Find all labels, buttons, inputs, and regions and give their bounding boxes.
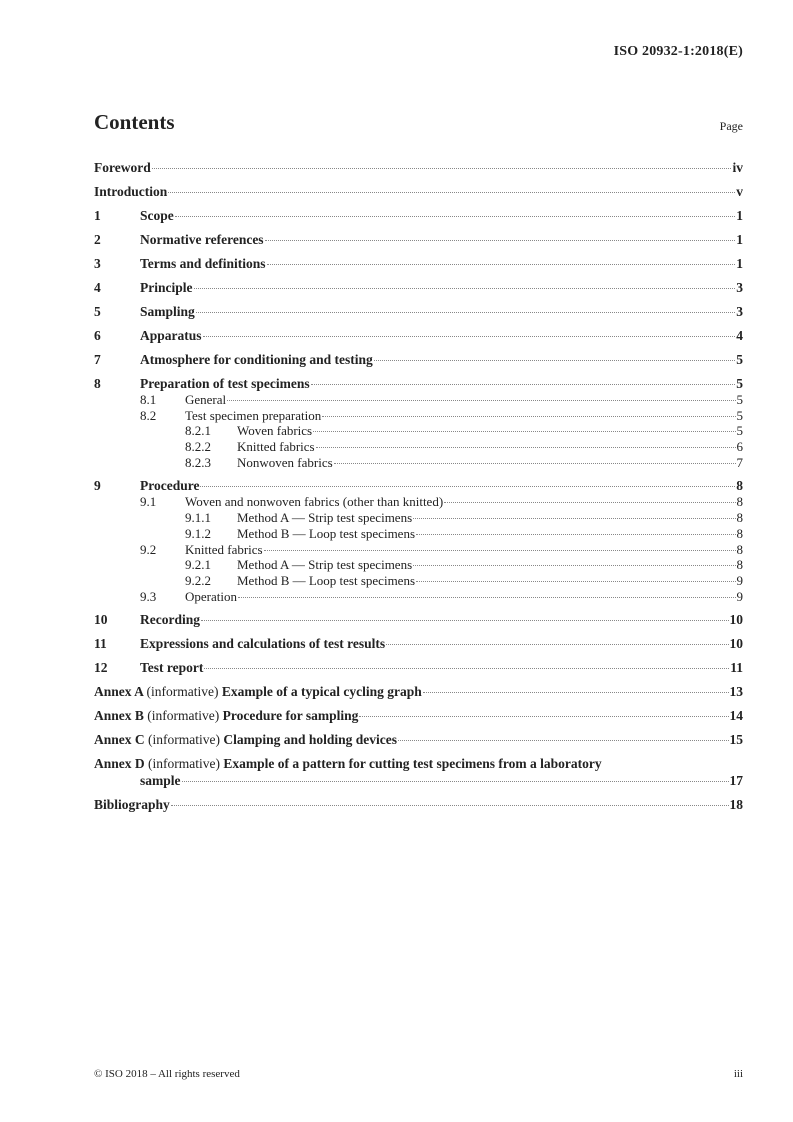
page-ref: 9 xyxy=(736,572,743,588)
section-title[interactable]: Nonwoven fabrics xyxy=(237,454,333,470)
annex-title-group[interactable] xyxy=(94,707,358,724)
annex-title: Procedure for sampling xyxy=(222,708,359,724)
dot-leader xyxy=(196,312,735,313)
toc-entry[interactable] xyxy=(94,392,743,408)
section-number: 6 xyxy=(94,328,101,343)
toc-entry[interactable] xyxy=(94,327,743,344)
section-title[interactable]: Sampling xyxy=(140,304,195,319)
page-ref: 6 xyxy=(736,439,743,455)
dot-leader xyxy=(203,336,736,337)
dot-leader xyxy=(413,565,735,566)
section-title[interactable]: Foreword xyxy=(94,160,151,175)
section-number: 8.1 xyxy=(140,392,157,407)
section-title[interactable]: Expressions and calculations of test results xyxy=(140,636,386,652)
page-ref: 17 xyxy=(729,773,743,789)
section-title[interactable]: Preparation of test specimens xyxy=(140,376,310,391)
toc-entry[interactable] xyxy=(94,423,743,439)
dot-leader xyxy=(267,264,736,265)
page-ref: 9 xyxy=(736,588,743,604)
page-column-label: Page xyxy=(719,119,743,133)
section-number: 8.2.2 xyxy=(185,439,211,455)
toc-entry[interactable] xyxy=(94,207,743,224)
section-title[interactable]: Method B — Loop test specimens xyxy=(237,525,416,541)
page-ref: v xyxy=(736,184,743,199)
section-number: 10 xyxy=(94,612,108,628)
page-ref: 3 xyxy=(736,280,743,295)
annex-title-group[interactable] xyxy=(94,731,397,748)
section-title[interactable]: Method A — Strip test specimens xyxy=(237,557,413,573)
toc-entry[interactable] xyxy=(94,557,743,573)
toc-entry[interactable] xyxy=(94,589,743,605)
section-title[interactable]: Operation xyxy=(185,588,237,604)
page-ref: 8 xyxy=(736,557,743,573)
section-title[interactable]: General xyxy=(185,392,227,407)
page-ref: 13 xyxy=(729,684,743,700)
dot-leader xyxy=(444,502,735,503)
annex-title-line1 xyxy=(94,755,743,772)
page-ref: 8 xyxy=(736,525,743,541)
toc-entry[interactable] xyxy=(94,255,743,272)
section-number: 5 xyxy=(94,304,101,319)
page-ref: 1 xyxy=(736,232,743,247)
toc-entry[interactable] xyxy=(94,659,743,676)
toc-entry[interactable] xyxy=(94,526,743,542)
annex-label: Annex D xyxy=(94,756,145,772)
dot-leader xyxy=(227,400,735,401)
page-ref: 8 xyxy=(736,494,743,510)
annex-title: Clamping and holding devices xyxy=(223,732,398,748)
toc-entry[interactable] xyxy=(94,408,743,424)
section-title[interactable]: Knitted fabrics xyxy=(237,439,315,455)
section-title[interactable]: Normative references xyxy=(140,232,264,247)
page-ref: 5 xyxy=(736,352,743,367)
dot-leader xyxy=(204,668,729,669)
annex-label: Annex A xyxy=(94,684,144,700)
toc-entry[interactable] xyxy=(94,279,743,296)
section-title[interactable]: Knitted fabrics xyxy=(185,541,263,557)
toc-annex-entry[interactable] xyxy=(94,755,743,789)
toc-bibliography-entry[interactable] xyxy=(94,796,743,813)
table-of-contents xyxy=(94,152,743,813)
dot-leader xyxy=(322,416,735,417)
annex-type: (informative) xyxy=(148,732,220,748)
page-ref: iv xyxy=(732,160,743,175)
document-id: ISO 20932-1:2018(E) xyxy=(613,44,743,59)
annex-type: (informative) xyxy=(146,684,219,700)
section-title[interactable]: Atmosphere for conditioning and testing xyxy=(140,352,373,367)
page-ref: 8 xyxy=(736,541,743,557)
section-title[interactable]: Woven and nonwoven fabrics (other than knitted) xyxy=(185,494,444,510)
dot-leader xyxy=(168,192,735,193)
dot-leader xyxy=(416,581,735,582)
dot-leader xyxy=(194,288,736,289)
section-number: 1 xyxy=(94,208,101,223)
toc-annex-entry[interactable] xyxy=(94,683,743,700)
toc-entry[interactable] xyxy=(94,351,743,368)
section-title[interactable]: Apparatus xyxy=(140,328,202,343)
annex-label: Annex C xyxy=(94,732,145,748)
toc-entry[interactable] xyxy=(94,573,743,589)
toc-entry[interactable] xyxy=(94,159,743,176)
annex-title-group[interactable] xyxy=(94,683,422,700)
toc-entry[interactable] xyxy=(94,542,743,558)
dot-leader xyxy=(265,240,736,241)
section-number: 9.3 xyxy=(140,588,157,604)
section-number: 8.2 xyxy=(140,407,157,423)
section-number: 9.1.2 xyxy=(185,525,211,541)
page-ref: 10 xyxy=(729,612,743,628)
section-title[interactable]: Scope xyxy=(140,208,174,223)
dot-leader xyxy=(423,692,729,693)
section-number: 9.2.2 xyxy=(185,572,211,588)
section-title[interactable]: Principle xyxy=(140,280,193,295)
section-title[interactable]: Woven fabrics xyxy=(237,423,313,439)
page-title: Contents xyxy=(94,110,175,134)
dot-leader xyxy=(175,216,736,217)
toc-entry[interactable] xyxy=(94,375,743,392)
dot-leader xyxy=(359,716,728,717)
page-ref: 14 xyxy=(729,708,743,724)
section-number: 2 xyxy=(94,232,101,247)
section-title[interactable]: Test report xyxy=(140,660,204,676)
annex-title-line2 xyxy=(94,772,743,789)
dot-leader xyxy=(334,463,736,464)
annex-title: Example of a typical cycling graph xyxy=(221,684,422,700)
page-ref: 8 xyxy=(736,510,743,526)
toc-entry[interactable] xyxy=(94,510,743,526)
annex-title-cont: sample xyxy=(140,773,181,789)
section-number: 3 xyxy=(94,256,101,271)
section-title[interactable]: Bibliography xyxy=(94,797,170,813)
toc-entry[interactable] xyxy=(94,494,743,510)
page-ref: 5 xyxy=(736,423,743,439)
toc-annex-entry[interactable] xyxy=(94,731,743,748)
section-title[interactable]: Terms and definitions xyxy=(140,256,266,271)
section-number: 8 xyxy=(94,376,101,391)
section-number: 9 xyxy=(94,478,101,494)
toc-entry[interactable] xyxy=(94,611,743,628)
page-ref: 5 xyxy=(736,392,743,407)
page-ref: 5 xyxy=(736,376,743,391)
toc-entry[interactable] xyxy=(94,303,743,320)
toc-annex-entry[interactable] xyxy=(94,707,743,724)
section-number: 9.2.1 xyxy=(185,557,211,573)
dot-leader xyxy=(386,644,728,645)
section-number: 9.1.1 xyxy=(185,510,211,526)
toc-entry[interactable] xyxy=(94,439,743,455)
section-number: 8.2.3 xyxy=(185,454,211,470)
section-number: 9.2 xyxy=(140,541,157,557)
copyright-notice: © ISO 2018 – All rights reserved xyxy=(94,1068,240,1080)
page-ref: 11 xyxy=(730,660,743,676)
section-title[interactable]: Recording xyxy=(140,612,200,628)
page-ref: 5 xyxy=(736,407,743,423)
annex-label: Annex B xyxy=(94,708,144,724)
dot-leader xyxy=(152,168,732,169)
dot-leader xyxy=(413,518,735,519)
dot-leader xyxy=(182,781,729,782)
section-number: 8.2.1 xyxy=(185,423,211,439)
page-ref: 10 xyxy=(729,636,743,652)
toc-entry[interactable] xyxy=(94,635,743,652)
annex-title: Example of a pattern for cutting test specimens from a laboratory xyxy=(223,756,602,772)
dot-leader xyxy=(171,805,729,806)
dot-leader xyxy=(374,360,735,361)
page-ref: 15 xyxy=(729,732,743,748)
dot-leader xyxy=(238,597,736,598)
page-ref: 18 xyxy=(729,797,743,813)
annex-type: (informative) xyxy=(148,756,220,772)
dot-leader xyxy=(313,431,735,432)
section-number: 12 xyxy=(94,660,108,676)
section-title[interactable]: Test specimen preparation xyxy=(185,407,322,423)
page-ref: 7 xyxy=(736,454,743,470)
section-title[interactable]: Method B — Loop test specimens xyxy=(237,572,416,588)
dot-leader xyxy=(200,486,735,487)
section-number: 11 xyxy=(94,636,107,652)
page-number: iii xyxy=(733,1068,743,1080)
section-title[interactable]: Introduction xyxy=(94,184,168,199)
page-ref: 4 xyxy=(736,328,743,343)
dot-leader xyxy=(416,534,735,535)
dot-leader xyxy=(201,620,729,621)
dot-leader xyxy=(311,384,736,385)
toc-entry[interactable] xyxy=(94,231,743,248)
page-ref: 8 xyxy=(736,478,743,494)
toc-entry[interactable] xyxy=(94,455,743,471)
section-number: 9.1 xyxy=(140,494,157,510)
dot-leader xyxy=(264,550,736,551)
annex-type: (informative) xyxy=(147,708,220,724)
page-ref: 1 xyxy=(736,256,743,271)
page-ref: 1 xyxy=(736,208,743,223)
dot-leader xyxy=(316,447,736,448)
section-title[interactable]: Method A — Strip test specimens xyxy=(237,510,413,526)
section-number: 7 xyxy=(94,352,101,367)
page-ref: 3 xyxy=(736,304,743,319)
section-title[interactable]: Procedure xyxy=(140,478,200,494)
section-number: 4 xyxy=(94,280,101,295)
toc-entry[interactable] xyxy=(94,183,743,200)
toc-entry[interactable] xyxy=(94,477,743,494)
dot-leader xyxy=(398,740,728,741)
